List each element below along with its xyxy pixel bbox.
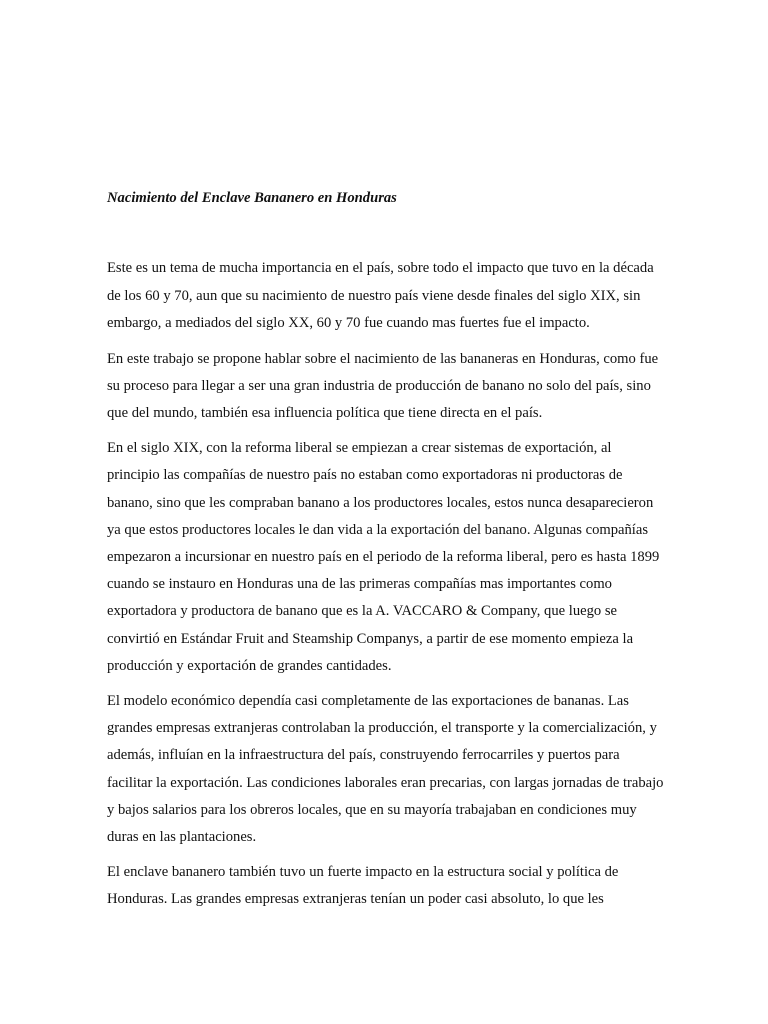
- paragraph-2: En este trabajo se propone hablar sobre el nacimiento de las bananeras en Honduras, como fue su proceso para llegar a ser una gran industria de producción de banano no solo del país, sino que del mundo, también esa influencia política que tiene directa en el país.: [107, 350, 659, 421]
- paragraph-1: Este es un tema de mucha importancia en el país, sobre todo el impacto que tuvo en la década de los 60 y 70, aun que su nacimiento de nuestro país viene desde finales del siglo XIX, sin embargo, a mediados del siglo XX, 60 y 70 fue cuando mas fuertes fue el impacto.: [107, 260, 654, 331]
- document-title: Nacimiento del Enclave Bananero en Honduras: [107, 190, 397, 206]
- paragraph-5: El enclave bananero también tuvo un fuerte impacto en la estructura social y política de Honduras. Las grandes empresas extranjeras tenían un poder casi absoluto, lo que les: [107, 864, 619, 908]
- paragraph-3: En el siglo XIX, con la reforma liberal se empiezan a crear sistemas de exportación, al principio las compañías de nuestro país no estaban como exportadoras ni productoras de banano, sino que les compraban banano a los productores locales, estos nunca desaparecieron ya que estos productores locales le dan vida a la exportación del banano. Algunas compañías empezaron a incursionar en nuestro país en el periodo de la reforma liberal, pero es hasta 1899 cuando se instauro en Honduras una de las primeras compañías mas importantes como exportadora y productora de banano que es la A. VACCARO & Company, que luego se convirtió en Estándar Fruit and Steamship Companys, a partir de ese momento empieza la producción y exportación de grandes cantidades.: [107, 440, 660, 674]
- document-content: [107, 187, 667, 922]
- paragraph-4: El modelo económico dependía casi completamente de las exportaciones de bananas. Las grandes empresas extranjeras controlaban la producción, el transporte y la comercialización, y además, influían en la infraestructura del país, construyendo ferrocarriles y puertos para facilitar la exportación. Las condiciones laborales eran precarias, con largas jornadas de trabajo y bajos salarios para los obreros locales, que en su mayoría trabajaban en condiciones muy duras en las plantaciones.: [107, 692, 664, 845]
- document-body: [107, 255, 667, 914]
